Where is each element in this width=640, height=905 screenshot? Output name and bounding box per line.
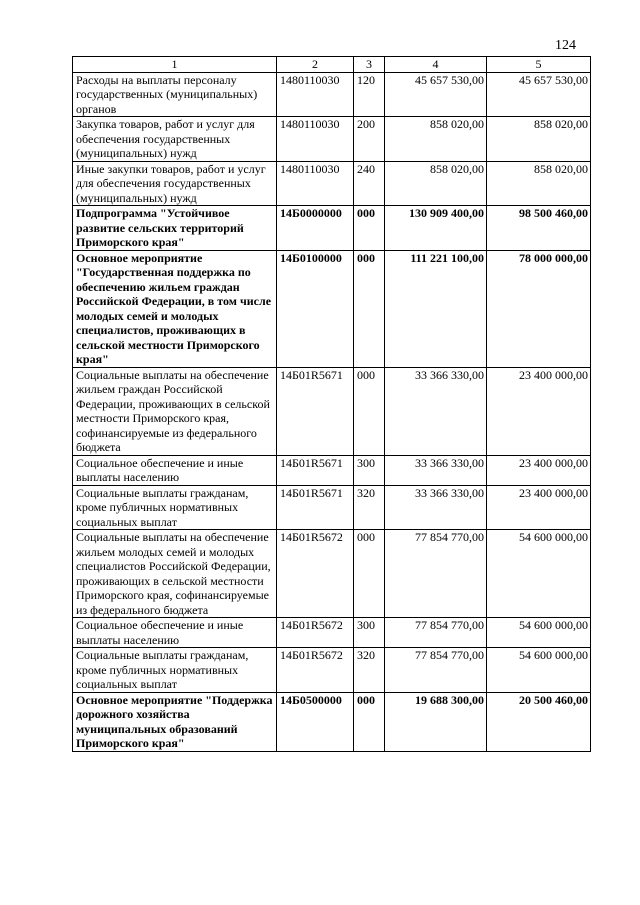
row-target-code: 14Б01R5671: [277, 455, 354, 485]
row-name: Расходы на выплаты персоналу государственных (муниципальных) органов: [73, 72, 277, 117]
row-name: Закупка товаров, работ и услуг для обеспечения государственных (муниципальных) нужд: [73, 117, 277, 162]
row-target-code: 14Б01R5671: [277, 367, 354, 455]
table-header-row: [73, 57, 591, 73]
row-amount-col4: 33 366 330,00: [385, 455, 487, 485]
row-name: Подпрограмма "Устойчивое развитие сельских территорий Приморского края": [73, 206, 277, 251]
header-col-1: 1: [73, 57, 277, 73]
row-amount-col4: 77 854 770,00: [385, 648, 487, 693]
row-expense-kind: 000: [354, 692, 385, 751]
row-amount-col5: 45 657 530,00: [487, 72, 591, 117]
row-amount-col5: 858 020,00: [487, 117, 591, 162]
row-amount-col5: 858 020,00: [487, 161, 591, 206]
row-amount-col4: 33 366 330,00: [385, 367, 487, 455]
page-number: 124: [555, 38, 576, 53]
row-expense-kind: 240: [354, 161, 385, 206]
row-amount-col5: 23 400 000,00: [487, 367, 591, 455]
row-amount-col4: 77 854 770,00: [385, 618, 487, 648]
table-row: [73, 117, 591, 162]
table-row: [73, 72, 591, 117]
row-name: Социальные выплаты на обеспечение жильем молодых семей и молодых специалистов Российской Федерации, проживающих в сельской местности Приморского края, софинансируемые из федерального бюджета: [73, 530, 277, 618]
row-target-code: 14Б0100000: [277, 250, 354, 367]
row-amount-col4: 33 366 330,00: [385, 485, 487, 530]
row-amount-col4: 111 221 100,00: [385, 250, 487, 367]
row-target-code: 14Б0000000: [277, 206, 354, 251]
row-name: Иные закупки товаров, работ и услуг для обеспечения государственных (муниципальных) нужд: [73, 161, 277, 206]
row-amount-col4: 19 688 300,00: [385, 692, 487, 751]
row-name: Социальные выплаты гражданам, кроме публичных нормативных социальных выплат: [73, 648, 277, 693]
row-expense-kind: 000: [354, 206, 385, 251]
row-target-code: 14Б01R5672: [277, 648, 354, 693]
row-target-code: 1480110030: [277, 72, 354, 117]
row-target-code: 14Б01R5672: [277, 530, 354, 618]
row-amount-col5: 78 000 000,00: [487, 250, 591, 367]
row-target-code: 14Б0500000: [277, 692, 354, 751]
row-amount-col5: 23 400 000,00: [487, 455, 591, 485]
table-row: [73, 455, 591, 485]
row-target-code: 1480110030: [277, 161, 354, 206]
table-row: [73, 692, 591, 751]
budget-table: [72, 56, 591, 752]
row-name: Социальные выплаты на обеспечение жильем граждан Российской Федерации, проживающих в сельской местности Приморского края, софинансируемые из федерального бюджета: [73, 367, 277, 455]
row-expense-kind: 120: [354, 72, 385, 117]
row-amount-col4: 45 657 530,00: [385, 72, 487, 117]
row-expense-kind: 000: [354, 367, 385, 455]
row-amount-col4: 858 020,00: [385, 161, 487, 206]
row-amount-col5: 54 600 000,00: [487, 530, 591, 618]
row-expense-kind: 320: [354, 648, 385, 693]
row-expense-kind: 300: [354, 618, 385, 648]
row-name: Основное мероприятие "Поддержка дорожного хозяйства муниципальных образований Приморского края": [73, 692, 277, 751]
table-row: [73, 530, 591, 618]
row-amount-col5: 98 500 460,00: [487, 206, 591, 251]
header-col-2: 2: [277, 57, 354, 73]
row-name: Основное мероприятие "Государственная поддержка по обеспечению жильем граждан Российской Федерации, в том числе молодых семей и молодых специалистов, проживающих в сельской местности Приморского края": [73, 250, 277, 367]
table-row: [73, 618, 591, 648]
row-expense-kind: 000: [354, 530, 385, 618]
header-col-3: 3: [354, 57, 385, 73]
header-col-5: 5: [487, 57, 591, 73]
row-amount-col5: 54 600 000,00: [487, 618, 591, 648]
row-expense-kind: 320: [354, 485, 385, 530]
row-name: Социальное обеспечение и иные выплаты населению: [73, 455, 277, 485]
row-expense-kind: 200: [354, 117, 385, 162]
row-expense-kind: 300: [354, 455, 385, 485]
row-name: Социальное обеспечение и иные выплаты населению: [73, 618, 277, 648]
row-expense-kind: 000: [354, 250, 385, 367]
row-target-code: 14Б01R5672: [277, 618, 354, 648]
row-amount-col5: 23 400 000,00: [487, 485, 591, 530]
row-target-code: 14Б01R5671: [277, 485, 354, 530]
table-row: [73, 206, 591, 251]
table-row: [73, 648, 591, 693]
row-amount-col4: 130 909 400,00: [385, 206, 487, 251]
row-amount-col4: 858 020,00: [385, 117, 487, 162]
row-amount-col5: 20 500 460,00: [487, 692, 591, 751]
table-row: [73, 250, 591, 367]
row-amount-col4: 77 854 770,00: [385, 530, 487, 618]
table-row: [73, 367, 591, 455]
row-name: Социальные выплаты гражданам, кроме публичных нормативных социальных выплат: [73, 485, 277, 530]
header-col-4: 4: [385, 57, 487, 73]
table-row: [73, 161, 591, 206]
row-target-code: 1480110030: [277, 117, 354, 162]
table-row: [73, 485, 591, 530]
row-amount-col5: 54 600 000,00: [487, 648, 591, 693]
